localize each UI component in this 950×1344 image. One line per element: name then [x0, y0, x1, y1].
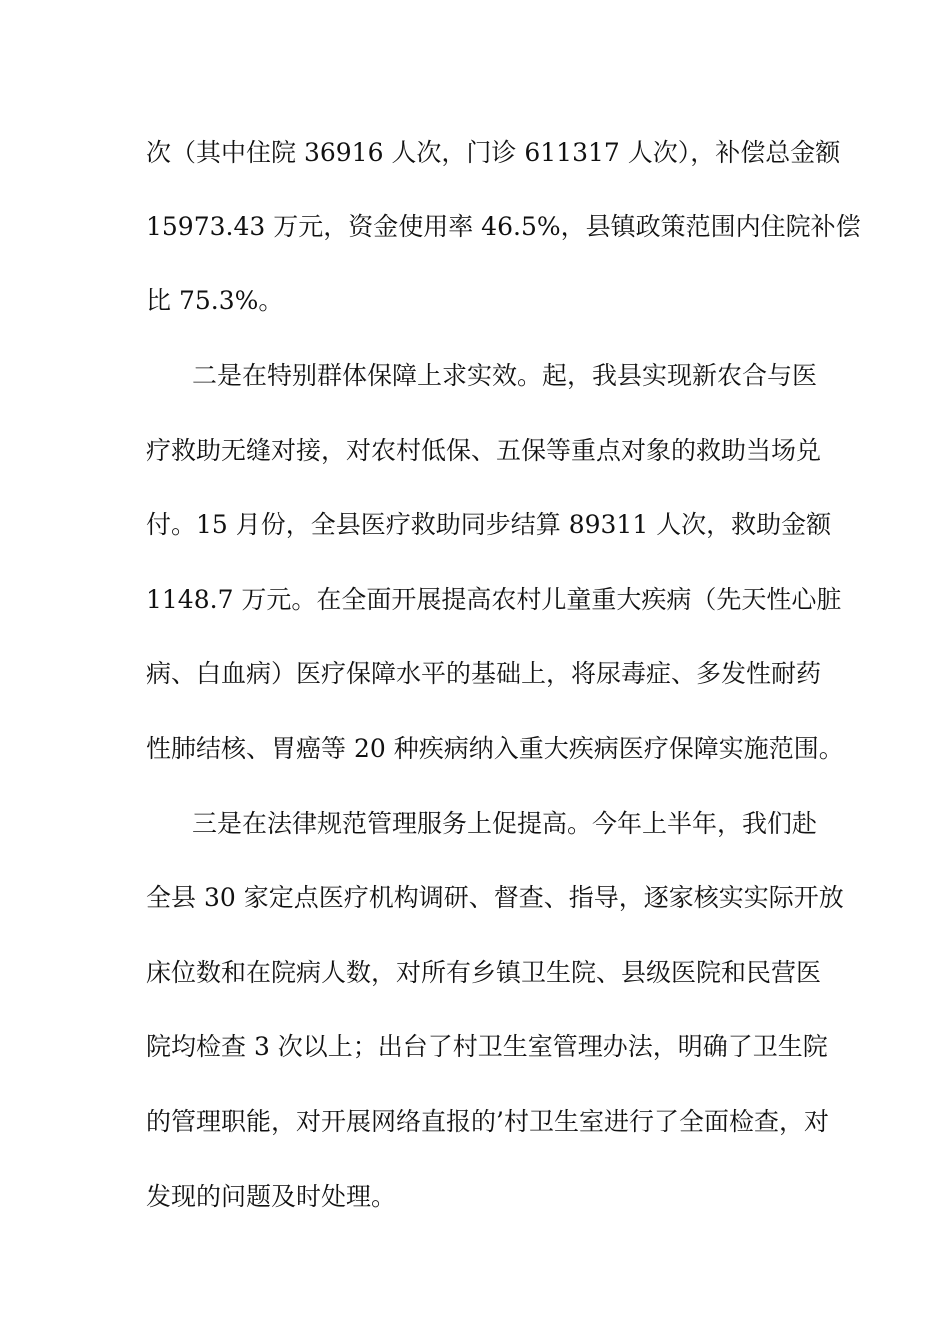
text-line: 的管理职能，对开展网络直报的’村卫生室进行了全面检查，对 — [146, 1107, 829, 1136]
text-line: 三是在法律规范管理服务上促提高。今年上半年，我们赴 — [192, 809, 818, 838]
text-line: 付。15 月份，全县医疗救助同步结算 89311 人次，救助金额 — [146, 510, 832, 539]
text-line: 性肺结核、胃癌等 20 种疾病纳入重大疾病医疗保障实施范围。 — [146, 734, 844, 763]
text-line: 二是在特别群体保障上求实效。起，我县实现新农合与医 — [192, 361, 818, 390]
text-line: 次（其中住院 36916 人次，门诊 611317 人次），补偿总金额 — [146, 138, 841, 167]
text-line: 全县 30 家定点医疗机构调研、督查、指导，逐家核实实际开放 — [146, 883, 844, 912]
text-line: 病、白血病）医疗保障水平的基础上，将尿毒症、多发性耐药 — [146, 659, 822, 688]
text-line: 比 75.3%。 — [146, 286, 284, 315]
text-line: 院均检查 3 次以上；出台了村卫生室管理办法，明确了卫生院 — [146, 1032, 828, 1061]
text-line: 发现的问题及时处理。 — [146, 1182, 397, 1211]
text-line: 疗救助无缝对接，对农村低保、五保等重点对象的救助当场兑 — [146, 436, 822, 465]
text-line: 1148.7 万元。在全面开展提高农村儿童重大疾病（先天性心脏 — [146, 585, 842, 614]
text-line: 15973.43 万元，资金使用率 46.5%，县镇政策范围内住院补偿 — [146, 212, 861, 241]
text-line: 床位数和在院病人数，对所有乡镇卫生院、县级医院和民营医 — [146, 958, 822, 987]
